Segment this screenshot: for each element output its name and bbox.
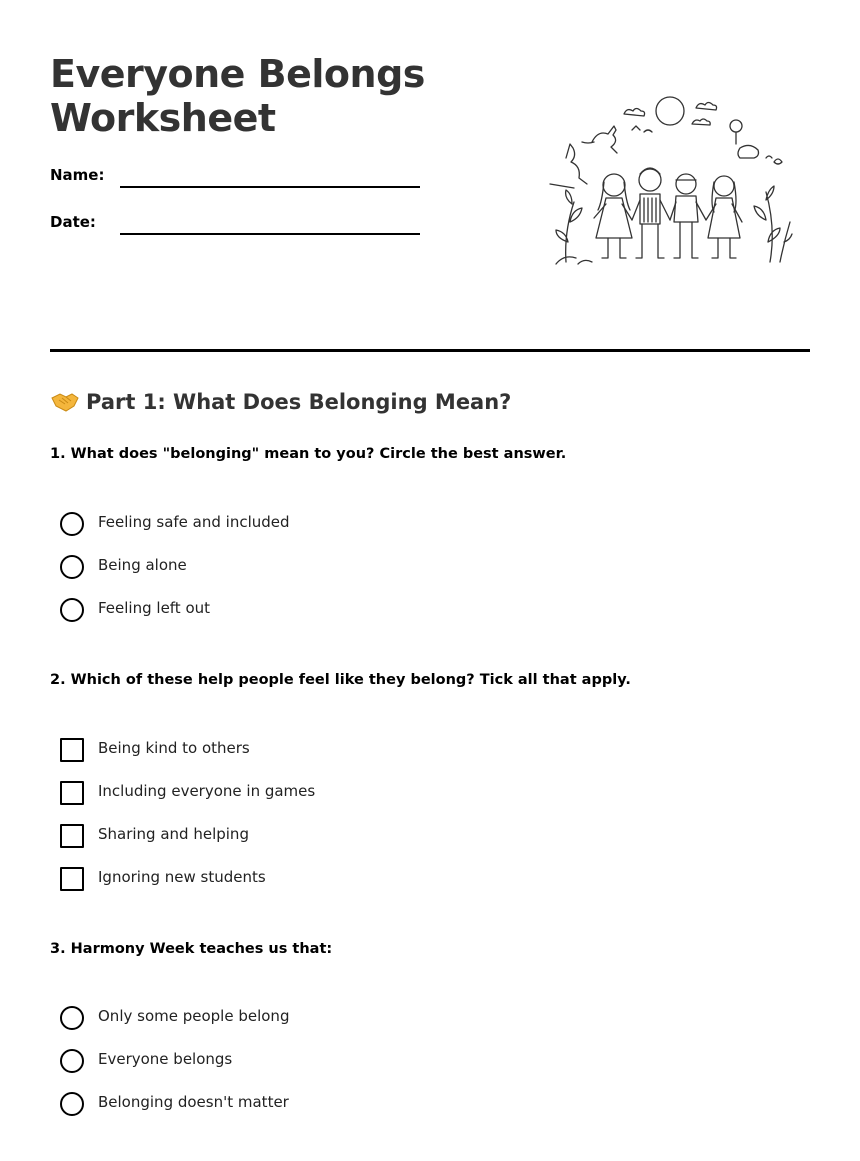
radio-circle[interactable] bbox=[60, 512, 84, 536]
worksheet-title: Everyone Belongs Worksheet bbox=[50, 52, 425, 140]
option-label: Feeling safe and included bbox=[98, 513, 290, 531]
option-label: Sharing and helping bbox=[98, 825, 249, 843]
section-divider bbox=[50, 349, 810, 352]
question-3: 3. Harmony Week teaches us that: bbox=[50, 941, 333, 957]
option-label: Everyone belongs bbox=[98, 1050, 233, 1068]
name-field[interactable] bbox=[50, 166, 430, 196]
part1-title-text: Part 1: What Does Belonging Mean? bbox=[86, 390, 512, 414]
radio-circle[interactable] bbox=[60, 598, 84, 622]
part1-title bbox=[50, 390, 511, 414]
question-1: 1. What does "belonging" mean to you? Circle the best answer. bbox=[50, 446, 567, 462]
date-line[interactable] bbox=[120, 233, 420, 235]
option-label: Including everyone in games bbox=[98, 782, 316, 800]
date-field[interactable] bbox=[50, 213, 430, 243]
radio-circle[interactable] bbox=[60, 1006, 84, 1030]
option-label: Belonging doesn't matter bbox=[98, 1093, 289, 1111]
radio-circle[interactable] bbox=[60, 555, 84, 579]
checkbox[interactable] bbox=[60, 738, 84, 762]
radio-circle[interactable] bbox=[60, 1049, 84, 1073]
handshake-icon bbox=[50, 390, 80, 412]
option-label: Only some people belong bbox=[98, 1007, 290, 1025]
option-label: Being alone bbox=[98, 556, 187, 574]
children-holding-hands-illustration bbox=[544, 92, 794, 270]
name-line[interactable] bbox=[120, 186, 420, 188]
question-2: 2. Which of these help people feel like they belong? Tick all that apply. bbox=[50, 672, 631, 688]
checkbox[interactable] bbox=[60, 867, 84, 891]
radio-circle[interactable] bbox=[60, 1092, 84, 1116]
option-label: Being kind to others bbox=[98, 739, 250, 757]
date-label: Date: bbox=[50, 213, 96, 231]
option-label: Feeling left out bbox=[98, 599, 211, 617]
checkbox[interactable] bbox=[60, 781, 84, 805]
name-label: Name: bbox=[50, 166, 105, 184]
option-label: Ignoring new students bbox=[98, 868, 266, 886]
checkbox[interactable] bbox=[60, 824, 84, 848]
